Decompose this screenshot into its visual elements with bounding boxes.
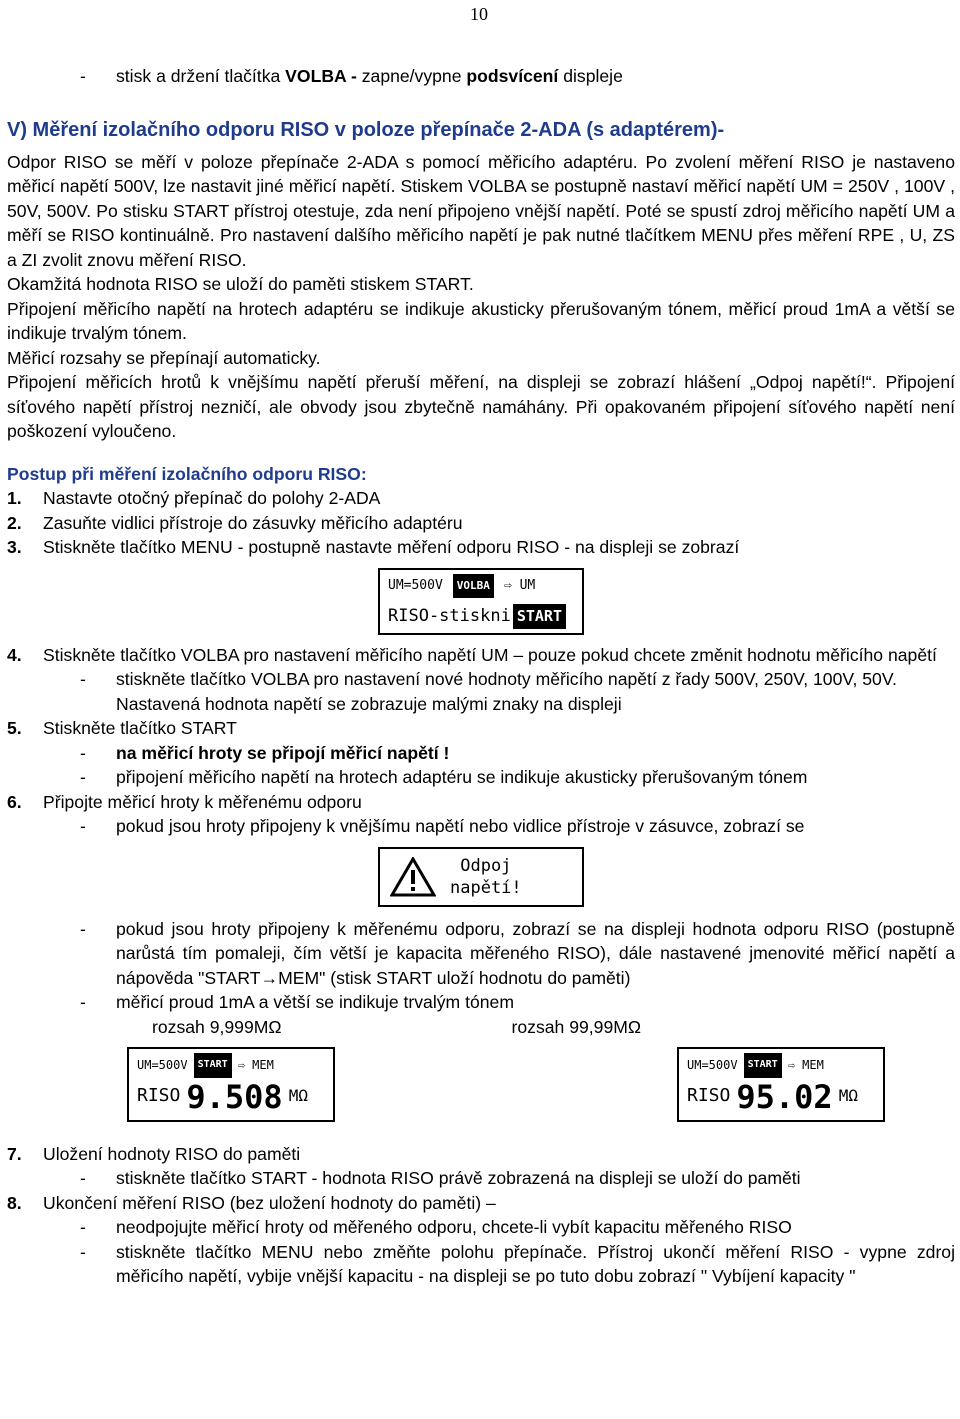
paragraph-acoustic: Připojení měřicího napětí na hrotech adaptéru se indikuje akusticky přerušovaným tónem, měřicí proud 1mA a větší se indikuje trvalým tónem. — [7, 298, 955, 343]
step-text: Stiskněte tlačítko VOLBA pro nastavení měřicího napětí UM – pouze pokud chcete změnit hodnotu měřicího napětí — [43, 644, 937, 665]
step-sub-text: měřicí proud 1mA a větší se indikuje trvalým tónem — [116, 992, 514, 1012]
step-number: 7. — [7, 1143, 22, 1164]
step-text: Stiskněte tlačítko START — [43, 718, 237, 738]
step-text: Stiskněte tlačítko MENU - postupně nastavte měření odporu RISO - na displeji se zobrazí — [43, 537, 740, 557]
lcd-mem: ⇨ MEM — [787, 1058, 824, 1072]
step-number: 6. — [7, 791, 22, 812]
lcd-row-value — [687, 1078, 875, 1116]
step-sub-text: na měřicí hroty se připojí měřicí napětí ! — [116, 742, 450, 763]
lcd-row-bottom — [388, 604, 574, 629]
step-7 — [7, 1142, 955, 1167]
lcd-pair-readings — [7, 1047, 955, 1122]
lcd-display-reading-high — [677, 1047, 885, 1122]
step-sub-text: neodpojujte měřicí hroty od měřeného odporu, chcete-li vybít kapacitu měřeného RISO — [116, 1217, 792, 1237]
step-number: 3. — [7, 537, 22, 557]
lcd-warning-text — [450, 855, 522, 899]
lcd-display-warning-wrap — [7, 847, 955, 907]
paragraph-ranges: Měřicí rozsahy se přepínají automaticky. — [7, 347, 321, 368]
paragraph-warning: Připojení měřicích hrotů k vnějšímu napětí přeruší měření, na displeji se zobrazí hlášení „Odpoj napětí!“. Připojení síťového napětí přístroj nezničí, ale obvody jsou zbytečně namáhány. Při opakovaném připojení síťového napětí není poškození vyloučeno. — [7, 372, 955, 441]
lcd-row-top — [137, 1053, 325, 1078]
intro-bold-volba: VOLBA - — [285, 66, 362, 86]
lcd-badge-start: START — [194, 1053, 232, 1078]
step-text: Nastavte otočný přepínač do polohy 2-ADA — [43, 488, 381, 508]
bullet-dash: - — [80, 742, 86, 763]
step-number: 8. — [7, 1192, 22, 1213]
step-sub-text: pokud jsou hroty připojeny k vnějšímu napětí nebo vidlice přístroje v zásuvce, zobrazí se — [116, 816, 805, 836]
lcd-unit: MΩ — [838, 1086, 858, 1106]
lcd-voltage: UM=500V — [388, 577, 443, 593]
range-label-low: rozsah 9,999MΩ — [152, 1016, 282, 1037]
step-number: 5. — [7, 718, 22, 738]
warning-triangle-icon — [390, 857, 436, 897]
intro-bold-backlight: podsvícení — [466, 66, 559, 86]
step-5-sub-a — [7, 741, 955, 766]
step-6-sub-a — [7, 814, 955, 839]
range-label-high: rozsah 99,99MΩ — [511, 1016, 642, 1037]
bullet-dash: - — [80, 816, 86, 836]
lcd-riso-label: RISO — [137, 1085, 181, 1107]
lcd-display-menu — [378, 568, 584, 635]
lcd-voltage: UM=500V — [137, 1058, 188, 1072]
document-body — [7, 64, 955, 1289]
lcd-badge-volba: VOLBA — [453, 574, 494, 599]
paragraph-description: Odpor RISO se měří v poloze přepínače 2-ADA s pomocí měřicího adaptéru. Po zvolení měření RISO je nastaveno měřicí napětí 500V, lze nastavit jiné měřicí napětí. Stiskem VOLBA se postupně nastaví měřicí napětí UM = 250V , 100V , 50V, 500V. Po stisku START přístroj otestuje, zda není připojeno vnější napětí. Poté se spustí zdroj měřicího napětí UM a měří se RISO kontinuálně. Pro nastavení dalšího měřicího napětí je pak nutné tlačítkem MENU přes měření RPE , U, ZS a ZI zvolit znovu měření RISO. — [7, 151, 955, 270]
lcd-badge-start: START — [744, 1053, 782, 1078]
lcd-unit: MΩ — [288, 1086, 308, 1106]
section-title: V) Měření izolačního odporu RISO v poloze přepínače 2-ADA (s adaptérem)- — [7, 118, 725, 141]
lcd-row-value — [137, 1078, 325, 1116]
lcd-warning-line1: Odpoj — [460, 855, 512, 876]
step-sub-text: stiskněte tlačítko MENU nebo změňte polohu přepínače. Přístroj ukončí měření RISO - vypne zdroj měřicího napětí, vybije vnější kapacitu - na displeji se po tuto dobu zobrazí " Vybíjení kapacity " — [116, 1241, 955, 1286]
bullet-dash: - — [80, 918, 86, 939]
lcd-riso-prompt: RISO-stiskni — [388, 606, 511, 626]
lcd-value: 9.508 — [186, 1077, 283, 1116]
bullet-dash: - — [80, 1241, 86, 1262]
lcd-row-top — [687, 1053, 875, 1078]
bullet-dash: - — [80, 992, 86, 1012]
procedure-title: Postup při měření izolačního odporu RISO: — [7, 463, 367, 484]
lcd-warning-line2: napětí! — [450, 877, 522, 898]
lcd-mem: ⇨ MEM — [237, 1058, 274, 1072]
lcd-display-warning — [378, 847, 584, 907]
lcd-um: ⇨ UM — [503, 577, 536, 593]
step-8-sub-a — [7, 1215, 955, 1240]
step-6-sub-b — [7, 917, 955, 991]
step-4-sub — [7, 667, 955, 716]
step-3 — [7, 535, 955, 560]
step-8-sub-b — [7, 1240, 955, 1289]
lcd-badge-start: START — [513, 604, 566, 629]
bullet-dash: - — [80, 1217, 86, 1237]
paragraph-memory: Okamžitá hodnota RISO se uloží do paměti stiskem START. — [7, 274, 474, 294]
intro-mid: zapne/vypne — [361, 66, 467, 86]
lcd-display-menu-wrap — [7, 568, 955, 635]
range-labels — [7, 1015, 955, 1040]
lcd-riso-label: RISO — [687, 1085, 731, 1107]
intro-pre: stisk a držení tlačítka — [116, 66, 286, 86]
lcd-value: 95.02 — [736, 1077, 833, 1116]
step-number: 1. — [7, 488, 22, 508]
step-sub-text: pokud jsou hroty připojeny k měřenému odporu, zobrazí se na displeji hodnota odporu RISO (postupně narůstá tím pomaleji, čím větší je kapacita měřeného RISO), dále nastavené jmenovité měřicí napětí a nápověda "START→MEM" (stisk START uloží hodnotu do paměti) — [116, 918, 955, 988]
step-number: 2. — [7, 512, 22, 533]
bullet-dash: - — [80, 1168, 86, 1188]
step-sub-text: stiskněte tlačítko START - hodnota RISO právě zobrazená na displeji se uloží do paměti — [116, 1168, 801, 1188]
step-text: Zasuňte vidlici přístroje do zásuvky měřicího adaptéru — [43, 512, 463, 533]
step-sub-text: stiskněte tlačítko VOLBA pro nastavení nové hodnoty měřicího napětí z řady 500V, 250V, 100V, 50V. Nastavená hodnota napětí se zobrazuje malými znaky na displeji — [116, 669, 897, 714]
step-number: 4. — [7, 644, 22, 665]
intro-post: displeje — [558, 66, 623, 86]
step-7-sub — [7, 1166, 955, 1191]
step-text: Ukončení měření RISO (bez uložení hodnoty do paměti) – — [43, 1192, 496, 1213]
step-6-sub-c — [7, 990, 955, 1015]
step-4 — [7, 643, 955, 668]
step-2 — [7, 511, 955, 536]
step-text: Uložení hodnoty RISO do paměti — [43, 1143, 301, 1164]
step-5 — [7, 716, 955, 741]
intro-list-item — [7, 64, 955, 89]
lcd-voltage: UM=500V — [687, 1058, 738, 1072]
lcd-display-reading-low — [127, 1047, 335, 1122]
step-1 — [7, 486, 955, 511]
lcd-row-top — [388, 574, 574, 599]
step-sub-text: připojení měřicího napětí na hrotech adaptéru se indikuje akusticky přerušovaným tónem — [116, 767, 808, 787]
intro-text — [116, 64, 955, 89]
page-number: 10 — [470, 4, 488, 24]
step-text: Připojte měřicí hroty k měřenému odporu — [43, 791, 362, 812]
step-5-sub-b — [7, 765, 955, 790]
bullet-dash: - — [80, 669, 86, 689]
bullet-dash: - — [80, 66, 86, 86]
step-8 — [7, 1191, 955, 1216]
bullet-dash: - — [80, 767, 86, 787]
step-6 — [7, 790, 955, 815]
